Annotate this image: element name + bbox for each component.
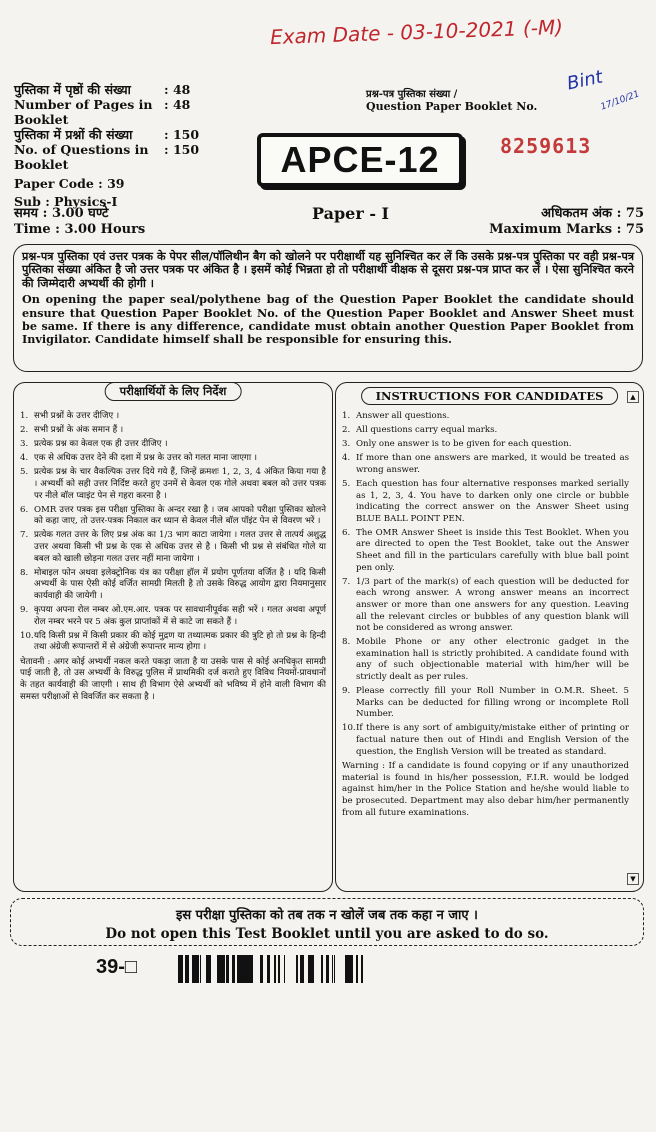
hindi-item-text: यदि किसी प्रश्न में किसी प्रकार की कोई मुद्रण या तथ्यात्मक प्रकार की त्रुटि हो तो प्रश्न के हिन्दी तथा अंग्रेजी रूपान्तरों में से अंग्रेजी रूपान्तर मान्य होगा । <box>34 630 326 653</box>
english-item-number: 10. <box>342 723 356 734</box>
english-item-number: 2. <box>342 425 351 436</box>
handwritten-signature-date: 17/10/21 <box>599 89 641 113</box>
english-instructions-list <box>342 411 629 819</box>
english-instructions <box>335 382 644 892</box>
paper-code: Paper Code : 39 <box>14 176 125 191</box>
english-item-text: If there is any sort of ambiguity/mistake either of printing or factual nature then out of Hindi and English Version of the question, the English Version will be treated as standard. <box>356 723 629 757</box>
hindi-item-number: 8. <box>20 567 29 578</box>
english-item-9 <box>342 686 629 721</box>
do-not-open-english: Do not open this Test Booklet until you are asked to do so. <box>105 926 549 942</box>
hindi-item-9 <box>20 605 326 628</box>
hindi-item-number: 5. <box>20 467 29 478</box>
hindi-instructions <box>13 382 333 892</box>
hindi-instructions-list <box>20 411 326 703</box>
questions-hi-value: : 150 <box>164 127 200 142</box>
hindi-item-4 <box>20 453 326 465</box>
hindi-item-6 <box>20 505 326 528</box>
time-hi: समय : 3.00 घण्टे <box>14 206 109 221</box>
hindi-item-number: 1. <box>20 411 29 421</box>
english-warning: Warning : If a candidate is found copying or if any unauthorized material is found in his/her possession, F.I.R. would be lodged against him/her in the Police Station and he/she would liable to be prosecuted. Department may also debar him/her permanently from all future examinations. <box>342 761 629 818</box>
hindi-item-8 <box>20 568 326 603</box>
questions-hi-label: पुस्तिका में प्रश्नों की संख्या <box>14 127 133 142</box>
english-item-text: If more than one answers are marked, it would be treated as wrong answer. <box>356 453 629 475</box>
exam-code: APCE-12 <box>280 139 440 180</box>
marks-en: Maximum Marks : 75 <box>489 222 644 237</box>
english-item-number: 9. <box>342 686 351 697</box>
hindi-warning: चेतावनी : अगर कोई अभ्यर्थी नकल करते पकड़ा जाता है या उसके पास से कोई अनधिकृत सामग्री पाई जाती है, तो उस अभ्यर्थी के विरुद्ध पुलिस में प्राथमिकी दर्ज कराते हुए विविध नियमों-प्रावधानों के तहत कार्यवाही की जाएगी । साथ ही विभाग ऐसे अभ्यर्थी को भविष्य में होने वाली विभाग की समस्त परीक्षाओं से विवर्जित कर सकता है । <box>20 656 326 702</box>
handwritten-signature: Bint <box>565 66 605 95</box>
english-item-5 <box>342 479 629 525</box>
time-en: Time : 3.00 Hours <box>14 222 146 237</box>
english-item-number: 1. <box>342 411 351 421</box>
hindi-item-2 <box>20 425 326 437</box>
hindi-item-text: प्रत्येक प्रश्न का केवल एक ही उत्तर दीजिए । <box>34 439 168 450</box>
hindi-item-number: 6. <box>20 504 29 515</box>
english-item-text: Only one answer is to be given for each question. <box>356 439 572 450</box>
booklet-info <box>14 82 244 209</box>
seal-notice <box>13 244 643 372</box>
english-item-text: Mobile Phone or any other electronic gadget in the examination hall is strictly prohibited. A candidate found with any of such objectionable material with him/her will be strictly dealt as per rules. <box>356 637 629 682</box>
hindi-item-number: 9. <box>20 604 29 615</box>
barcode-icon <box>178 955 366 983</box>
english-item-number: 5. <box>342 478 351 489</box>
english-item-4 <box>342 453 629 476</box>
hindi-item-number: 7. <box>20 530 29 541</box>
booklet-no-label-en: Question Paper Booklet No. <box>366 100 538 113</box>
hindi-item-3 <box>20 439 326 451</box>
hindi-item-text: OMR उत्तर पत्रक इस परीक्षा पुस्तिका के अन्दर रखा है । जब आपको परीक्षा पुस्तिका खोलने को कहा जाए, तो उत्तर-पत्रक निकाल कर ध्यान से केवल नीले बॉल पॉइंट पेन से विवरण भरें । <box>34 504 326 527</box>
pages-hi-label: पुस्तिका में पृष्ठों की संख्या <box>14 82 131 97</box>
do-not-open-hindi: इस परीक्षा पुस्तिका को तब तक न खोलें जब तक कहा न जाए । <box>175 908 478 923</box>
hindi-item-1 <box>20 411 326 423</box>
english-item-number: 6. <box>342 527 351 538</box>
english-item-1 <box>342 411 629 423</box>
english-item-number: 4. <box>342 453 351 464</box>
scroll-down-icon: ▼ <box>627 873 639 885</box>
notice-english: On opening the paper seal/polythene bag of the Question Paper Booklet the candidate should ensure that Question Paper Booklet No. of the Question Paper Booklet and Answer Sheet must be same. If there is any difference, candidate must obtain another Question Paper Booklet from Invigilator. Candidate himself shall be responsible for ensuring this. <box>22 292 634 347</box>
hindi-item-text: मोबाइल फोन अथवा इलेक्ट्रोनिक यंत्र का परीक्षा हॉल में प्रयोग पूर्णतया वर्जित है । यदि किसी अभ्यर्थी के पास ऐसी कोई वर्जित सामग्री मिलती है तो उसके विरुद्ध आयोग द्वारा नियमानुसार कार्यवाही की जायेगी । <box>34 567 326 601</box>
handwritten-exam-date: Exam Date - 03-10-2021 (-M) <box>269 14 564 50</box>
hindi-item-number: 3. <box>20 439 29 450</box>
booklet-number: 8259613 <box>500 134 592 158</box>
subject: Sub : Physics-I <box>14 194 118 209</box>
english-item-number: 3. <box>342 439 351 450</box>
hindi-item-number: 10. <box>20 630 34 641</box>
hindi-item-text: एक से अधिक उत्तर देने की दशा में प्रश्न के उत्तर को गलत माना जाएगा । <box>34 453 258 464</box>
booklet-no-label-hi: प्रश्न-पत्र पुस्तिका संख्या / <box>366 89 458 100</box>
hindi-item-5 <box>20 467 326 502</box>
pages-en-label: Number of Pages in Booklet <box>14 97 153 127</box>
hindi-item-10 <box>20 631 326 654</box>
english-item-text: 1/3 part of the mark(s) of each question will be deducted for each wrong answer. A wrong answer means an incorrect answer or more than one answers for any question. Leaving all the relevant circles or bubbles of any question blank will not be considered as wrong answer. <box>356 576 629 634</box>
marks-block <box>489 206 644 238</box>
english-item-text: Please correctly fill your Roll Number in O.M.R. Sheet. 5 Marks can be deducted for filling wrong or incomplete Roll Number. <box>356 686 629 720</box>
english-item-2 <box>342 425 629 437</box>
hindi-item-text: सभी प्रश्नों के अंक समान हैं । <box>34 425 124 436</box>
exam-code-box <box>257 133 463 187</box>
english-item-3 <box>342 439 629 451</box>
time-block <box>14 206 145 238</box>
english-item-number: 8. <box>342 637 351 648</box>
english-item-text: Each question has four alternative responses marked serially as 1, 2, 3, 4. You have to darken only one circle or bubble indicating the correct answer on the Answer Sheet using BLUE BALL POINT PEN. <box>356 478 629 524</box>
notice-hindi: प्रश्न-पत्र पुस्तिका एवं उत्तर पत्रक के पेपर सील/पॉलिथीन बैग को खोलने पर परीक्षार्थी यह सुनिश्चित कर लें कि उसके प्रश्न-पत्र पुस्तिका पर वही प्रश्न-पत्र पुस्तिका संख्या अंकित है जो उत्तर पत्रक पर अंकित है । इसमें कोई भिन्नता हो तो परीक्षार्थी वीक्षक से दूसरा प्रश्न-पत्र प्राप्त कर लें । ऐसा सुनिश्चित करने की जिम्मेदारी अभ्यर्थी की होगी । <box>22 249 634 290</box>
hindi-item-text: प्रत्येक गलत उत्तर के लिए प्रश्न अंक का 1/3 भाग काटा जायेगा । गलत उत्तर से तात्पर्य अशुद्ध उत्तर अथवा किसी भी प्रश्न के एक से अधिक उत्तर से है । किसी भी प्रश्न से संबंधित गोले या बबल को खाली छोड़ना गलत उत्तर नहीं माना जायेगा । <box>34 530 326 564</box>
english-item-10 <box>342 723 629 758</box>
english-item-number: 7. <box>342 576 351 587</box>
questions-en-label: No. of Questions in Booklet <box>14 142 149 172</box>
pages-en-value: : 48 <box>164 97 191 112</box>
hindi-item-text: कृपया अपना रोल नम्बर ओ.एम.आर. पत्रक पर सावधानीपूर्वक सही भरें । गलत अथवा अपूर्ण रोल नम्बर भरने पर 5 अंक कुल प्राप्तांकों में से काटे जा सकते हैं । <box>34 604 326 627</box>
english-item-text: All questions carry equal marks. <box>356 425 498 436</box>
scroll-up-icon: ▲ <box>627 391 639 403</box>
english-item-6 <box>342 528 629 574</box>
hindi-item-text: प्रत्येक प्रश्न के चार वैकल्पिक उत्तर दिये गये हैं, जिन्हें क्रमशः 1, 2, 3, 4 अंकित किया गया है । अभ्यर्थी को सही उत्तर निर्दिष्ट करते हुए उनमें से केवल एक गोले अथवा बबल को उत्तर पत्रक पर नीले बॉल प्वाइंट पेन से गहरा करना है । <box>34 467 326 501</box>
do-not-open-box <box>10 898 644 946</box>
hindi-item-text: सभी प्रश्नों के उत्तर दीजिए । <box>34 411 120 421</box>
hindi-item-7 <box>20 530 326 565</box>
english-item-text: The OMR Answer Sheet is inside this Test Booklet. When you are directed to open the Test Booklet, take out the Answer Sheet and fill in the particulars carefully with blue ball point pen only. <box>356 527 629 573</box>
paper-label: Paper - I <box>312 204 390 223</box>
english-item-7 <box>342 577 629 635</box>
marks-hi: अधिकतम अंक : 75 <box>541 206 644 221</box>
questions-en-value: : 150 <box>164 142 200 157</box>
english-item-text: Answer all questions. <box>356 411 450 421</box>
english-instructions-title: INSTRUCTIONS FOR CANDIDATES <box>361 387 619 405</box>
hindi-item-number: 4. <box>20 453 29 464</box>
english-item-8 <box>342 637 629 683</box>
hindi-item-number: 2. <box>20 425 29 436</box>
pages-hi-value: : 48 <box>164 82 191 97</box>
hindi-instructions-title: परीक्षार्थियों के लिए निर्देश <box>105 382 242 401</box>
series-code: 39-□ <box>96 956 137 978</box>
